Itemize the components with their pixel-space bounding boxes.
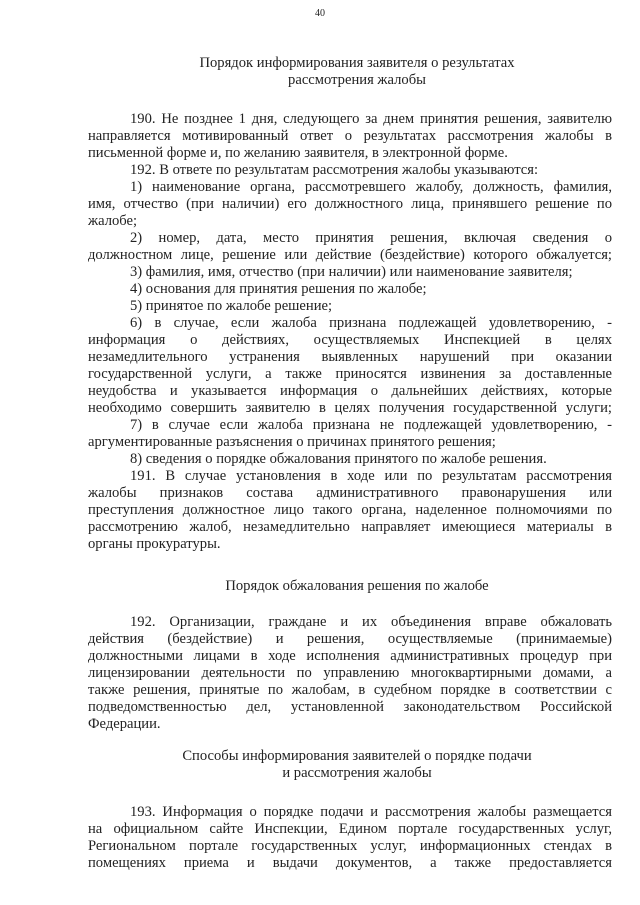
text-line: 2) номер, дата, место принятия решения, включая сведения о — [130, 230, 612, 246]
text-line: помещениях приема и выдачи документов, а также предоставляется — [88, 855, 612, 871]
text-line: 191. В случае установления в ходе или по результатам рассмотрения — [130, 468, 612, 484]
text-line: на официальном сайте Инспекции, Едином портале государственных услуг, — [88, 821, 612, 837]
text-line: 193. Информация о порядке подачи и рассмотрения жалобы размещается — [130, 804, 612, 820]
text-line: рассмотрению жалоб, незамедлительно направляет имеющиеся материалы в — [88, 519, 612, 535]
page-number: 40 — [315, 8, 325, 19]
text-line: аргументированные разъяснения о причинах принятого решения; — [88, 434, 496, 450]
text-line: 5) принятое по жалобе решение; — [130, 298, 333, 314]
text-line: лицензировании деятельности по управлению многоквартирными домами, а — [88, 665, 612, 681]
text-line: должностными лицами в ходе исполнения административных процедур при — [88, 648, 612, 664]
text-line: необходимо совершить заявителю в целях получения государственной услуги; — [88, 400, 612, 416]
text-line: 7) в случае если жалоба признана не подлежащей удовлетворению, - — [130, 417, 612, 433]
text-line: неудобства и указывается информация о дальнейших действиях, которые — [88, 383, 612, 399]
text-line: имя, отчество (при наличии) его должностного лица, принявшего решение по — [88, 196, 612, 212]
text-line: 192. В ответе по результатам рассмотрения жалобы указываются: — [130, 162, 539, 178]
section-heading-results-line-2: рассмотрения жалобы — [288, 72, 426, 88]
text-line: 4) основания для принятия решения по жалобе; — [130, 281, 427, 297]
section-heading-info-line-2: и рассмотрения жалобы — [282, 765, 432, 781]
text-line: незамедлительного устранения выявленных нарушений при оказании — [88, 349, 612, 365]
text-line: действия (бездействие) и решения, осуществляемые (принимаемые) — [88, 631, 612, 647]
text-line: 1) наименование органа, рассмотревшего жалобу, должность, фамилия, — [130, 179, 612, 195]
section-heading-info-line-1: Способы информирования заявителей о порядке подачи — [182, 748, 532, 764]
section-heading-appeal: Порядок обжалования решения по жалобе — [225, 578, 489, 594]
text-line: должностном лице, решение или действие (бездействие) которого обжалуется; — [88, 247, 612, 263]
text-line: также решения, принятые по жалобам, в судебном порядке в соответствии с — [88, 682, 612, 698]
text-line: 192. Организации, граждане и их объединения вправе обжаловать — [130, 614, 612, 630]
text-line: подведомственностью дел, установленной законодательством Российской — [88, 699, 612, 715]
text-line: Региональном портале государственных услуг, информационных стендах в — [88, 838, 612, 854]
text-line: 8) сведения о порядке обжалования принятого по жалобе решения. — [130, 451, 547, 467]
text-line: направляется мотивированный ответ о результатах рассмотрения жалобы в — [88, 128, 612, 144]
text-line: 6) в случае, если жалоба признана подлежащей удовлетворению, - — [130, 315, 612, 331]
text-line: 190. Не позднее 1 дня, следующего за днем принятия решения, заявителю — [130, 111, 612, 127]
text-line: письменной форме и, по желанию заявителя, в электронной форме. — [88, 145, 508, 161]
text-line: жалобе; — [88, 213, 138, 229]
text-line: Федерации. — [88, 716, 161, 732]
text-line: преступления должностное лицо такого органа, наделенное полномочиями по — [88, 502, 612, 518]
section-heading-results-line-1: Порядок информирования заявителя о результатах — [199, 55, 515, 71]
text-line: информация о действиях, осуществляемых Инспекцией в целях — [88, 332, 612, 348]
text-line: жалобы признаков состава административного правонарушения или — [88, 485, 612, 501]
text-line: 3) фамилия, имя, отчество (при наличии) или наименование заявителя; — [130, 264, 573, 280]
text-line: государственной услуги, а также приносятся извинения за доставленные — [88, 366, 612, 382]
text-line: органы прокуратуры. — [88, 536, 221, 552]
